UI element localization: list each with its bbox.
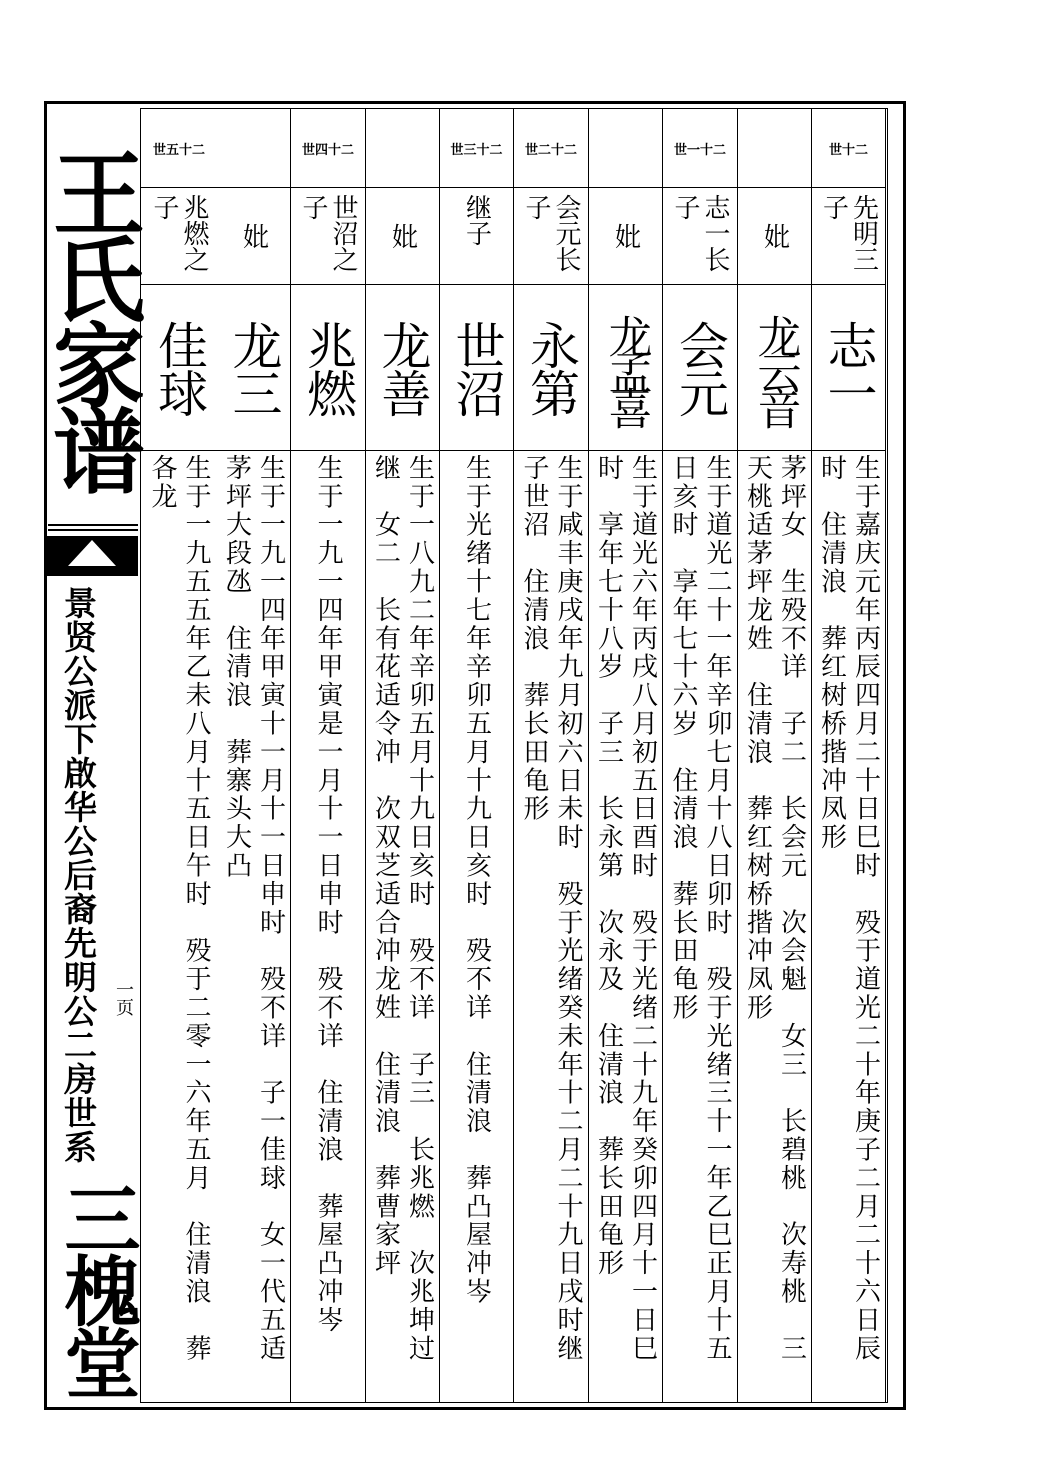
relation-cell: [514, 189, 588, 283]
relation-cell: [589, 189, 662, 283]
relation-text: 先明三子: [818, 194, 879, 272]
person-name-cell: [738, 287, 811, 449]
genealogy-table: [141, 109, 886, 1402]
generation-label: [366, 109, 439, 187]
person-name-cell: [812, 287, 885, 449]
divider-rule: [48, 524, 138, 526]
relation-text: 妣: [759, 223, 790, 249]
biography-cell: [145, 454, 213, 1394]
biography-cell: [816, 454, 881, 1394]
relation-text: 志一长子: [670, 194, 730, 272]
person-name-cell: [141, 287, 217, 449]
generation-label: [589, 109, 662, 187]
biography-cell: [444, 454, 509, 1394]
person-name: 世沼: [447, 320, 506, 416]
entry-column: [589, 109, 663, 1402]
biography-text: 生于一九一四年甲寅是一月十一日申时 殁不详 住清浪 葬屋凸冲岑: [313, 454, 343, 1335]
relation-text: 会元长子: [521, 194, 581, 272]
person-name: 永第: [522, 320, 580, 416]
biography-cell: [518, 454, 584, 1394]
entry-column: [440, 109, 514, 1402]
biography-text: 生于一九五五年乙未八月十五日午时 殁于二零一六年五月 住清浪 葬各龙: [147, 454, 211, 1363]
entry-column: [141, 109, 217, 1402]
person-name: 龙孟喜: [600, 314, 652, 422]
lineage-subtitle: 景贤公派下啟华公后裔先明公二房世系: [59, 586, 98, 1164]
relation-text: 妣: [238, 223, 269, 249]
biography-text: 生于道光二十一年辛卯七月十八日卯时 殁于光绪三十一年乙巳正月十五日亥时 享年七十六岁 住清浪 葬长田龟形: [668, 454, 732, 1363]
generation-label: 世一十二: [673, 142, 726, 158]
entry-column: [738, 109, 812, 1402]
relation-cell: [738, 189, 811, 283]
generation-label: 世二十二: [524, 142, 577, 158]
relation-cell: [291, 189, 365, 283]
biography-text: 生于道光六年丙戌八月初五日酉时 殁于光绪二十九年癸卯四月十一日巳时 享年七十八岁 子三 长永第 次永及 住清浪 葬长田龟形: [593, 454, 658, 1363]
relation-text: 世沼之子: [298, 194, 358, 272]
biography-cell: [370, 454, 435, 1394]
person-name: 佳球: [150, 320, 208, 416]
genealogy-title: 王氏家谱: [38, 146, 146, 490]
generation-label: 世十二: [828, 142, 868, 158]
person-name-cell: [663, 287, 737, 449]
entry-column: [514, 109, 589, 1402]
generation-label: 世四十二: [301, 142, 354, 158]
biography-cell: [295, 454, 361, 1394]
person-name-cell: [589, 287, 662, 449]
person-name: 龙云音: [749, 314, 801, 422]
biography-text: 茅坪女 生殁不详 子二 长会元 次会魁 女三 长碧桃 次寿桃 三天桃适茅坪龙姓 住清浪 葬红树桥揩冲凤形: [742, 454, 807, 1363]
relation-text: 继子: [461, 194, 492, 246]
generation-label: [738, 109, 811, 187]
relation-cell: [217, 189, 290, 283]
person-name-cell: [440, 287, 513, 449]
page-number: 一页: [113, 980, 134, 1016]
entry-column: [366, 109, 440, 1402]
biography-text: 生于光绪十七年辛卯五月十九日亥时 殁不详 住清浪 葬凸屋冲岑: [461, 454, 492, 1306]
entry-column: [291, 109, 366, 1402]
relation-cell: [663, 189, 737, 283]
biography-text: 生于嘉庆元年丙辰四月二十日巳时 殁于道光二十年庚子二月二十六日辰时 住清浪 葬红树桥揩冲凤形: [816, 454, 881, 1363]
entry-column: [663, 109, 738, 1402]
person-name-cell: [217, 287, 290, 449]
entry-column: [217, 109, 291, 1402]
person-name: 志一: [819, 320, 878, 416]
relation-cell: [440, 189, 513, 283]
divider-rule: [48, 529, 138, 531]
biography-cell: [593, 454, 658, 1394]
person-name-cell: [291, 287, 365, 449]
relation-text: 兆燃之子: [149, 194, 209, 272]
biography-cell: [667, 454, 733, 1394]
relation-text: 妣: [610, 223, 641, 249]
relation-cell: [141, 189, 217, 283]
person-name: 龙三: [224, 320, 283, 416]
generation-label: 世三十二: [450, 142, 503, 158]
person-name-cell: [514, 287, 588, 449]
biography-cell: [221, 454, 286, 1394]
generation-label: 世五十二: [152, 142, 205, 158]
biography-text: 生于一八九二年辛卯五月十九日亥时 殁不详 子三 长兆燃 次兆坤过继 女二 长有花适令冲 次双芝适合冲龙姓 住清浪 葬曹家坪: [370, 454, 435, 1363]
relation-cell: [366, 189, 439, 283]
person-name: 会元: [671, 320, 729, 416]
hall-name: 三槐堂: [52, 1180, 141, 1396]
biography-text: 生于咸丰庚戌年九月初六日未时 殁于光绪癸未年十二月二十九日戌时继子世沼 住清浪 葬长田龟形: [519, 454, 583, 1363]
biography-text: 生于一九一四年甲寅十一月十一日申时 殁不详 子一佳球 女一代五适茅坪大段氹 住清浪 葬寨头大凸: [221, 454, 286, 1363]
person-name-cell: [366, 287, 439, 449]
generation-label: [217, 109, 290, 187]
biography-cell: [742, 454, 807, 1394]
person-name: 兆燃: [299, 320, 357, 416]
relation-cell: [812, 189, 885, 283]
person-name: 龙善: [373, 320, 432, 416]
relation-text: 妣: [387, 223, 418, 249]
entry-column: [812, 109, 886, 1402]
banner-notch: [68, 540, 116, 566]
